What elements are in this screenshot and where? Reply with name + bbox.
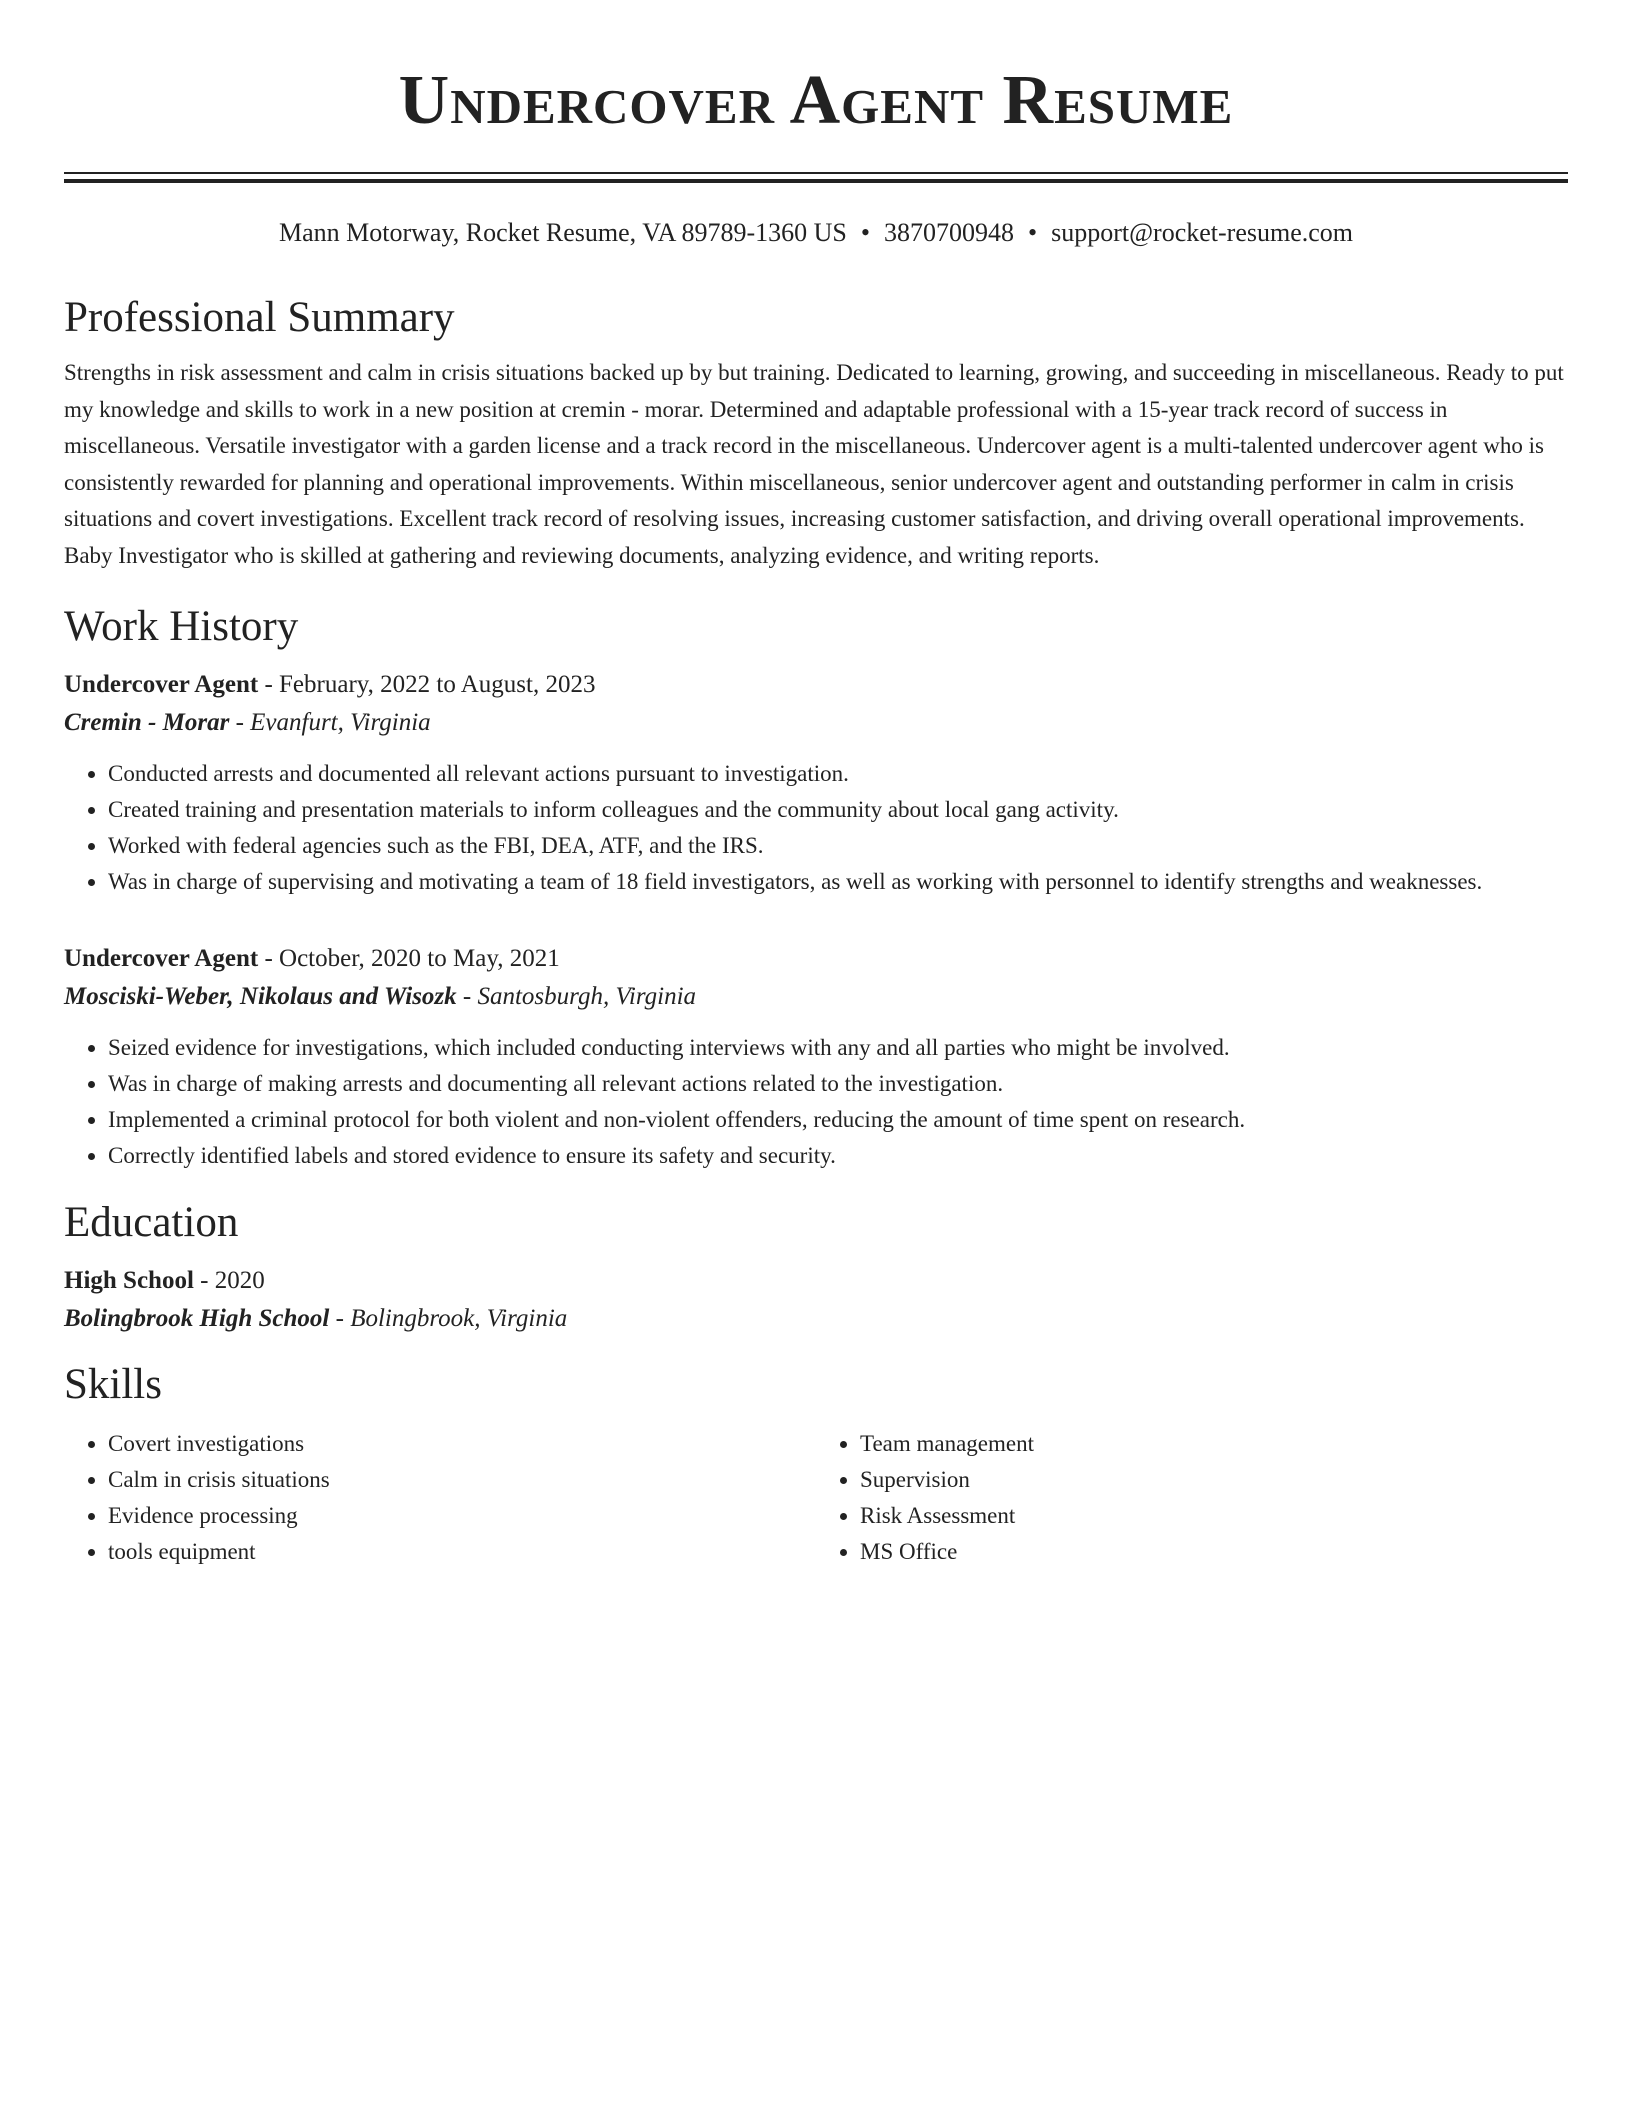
job-entry xyxy=(64,666,1568,900)
contact-separator: • xyxy=(1027,218,1038,247)
work-history-heading: Work History xyxy=(64,603,299,650)
skill-item: • Covert investigations xyxy=(108,1426,816,1462)
education-heading: Education xyxy=(64,1199,239,1246)
job-duty: • Seized evidence for investigations, which included conducting interviews with any and all parties who might be involved. xyxy=(108,1030,1568,1066)
job-dates: October, 2020 to May, 2021 xyxy=(279,945,560,972)
education-school: Bolingbrook High School xyxy=(64,1305,330,1332)
job-duty: • Conducted arrests and documented all relevant actions pursuant to investigation. xyxy=(108,756,1568,792)
job-title: Undercover Agent xyxy=(64,945,259,972)
job-location: Evanfurt, Virginia xyxy=(250,709,431,736)
job-entry xyxy=(64,940,1568,1174)
contact-phone: 3870700948 xyxy=(883,218,1014,247)
job-duties xyxy=(64,1030,1568,1174)
education-location: Bolingbrook, Virginia xyxy=(350,1305,568,1332)
job-dash: - xyxy=(258,945,280,972)
job-dash: - xyxy=(258,671,280,698)
job-duty: • Correctly identified labels and stored evidence to ensure its safety and security. xyxy=(108,1138,1568,1174)
skills-heading: Skills xyxy=(64,1361,162,1408)
skill-item: • tools equipment xyxy=(108,1534,816,1570)
resume-title: Undercover Agent Resume xyxy=(398,62,1234,139)
skill-item: • Risk Assessment xyxy=(860,1498,1568,1534)
job-title-line xyxy=(64,666,1568,704)
education-dash: - xyxy=(329,1305,351,1332)
skill-item: • Supervision xyxy=(860,1462,1568,1498)
job-location: Santosburgh, Virginia xyxy=(477,983,697,1010)
summary-heading: Professional Summary xyxy=(64,294,455,341)
skills-column-left xyxy=(64,1426,816,1570)
job-title-line xyxy=(64,940,1568,978)
job-title: Undercover Agent xyxy=(64,671,259,698)
job-company-line xyxy=(64,978,1568,1016)
contact-line xyxy=(64,215,1568,251)
job-company-line xyxy=(64,704,1568,742)
job-company: Mosciski-Weber, Nikolaus and Wisozk xyxy=(64,983,457,1010)
skills-list xyxy=(64,1426,1568,1570)
contact-address: Mann Motorway, Rocket Resume, VA 89789-1360 US xyxy=(278,218,847,247)
job-dates: February, 2022 to August, 2023 xyxy=(279,671,596,698)
education-degree-line xyxy=(64,1262,1568,1300)
job-duty: • Implemented a criminal protocol for both violent and non-violent offenders, reducing the amount of time spent on research. xyxy=(108,1102,1568,1138)
skill-item: • Evidence processing xyxy=(108,1498,816,1534)
job-duty: • Worked with federal agencies such as the FBI, DEA, ATF, and the IRS. xyxy=(108,828,1568,864)
education-school-line xyxy=(64,1300,1568,1338)
title-divider xyxy=(64,172,1568,183)
contact-email: support@rocket-resume.com xyxy=(1051,218,1354,247)
job-company: Cremin - Morar xyxy=(64,709,230,736)
contact-separator: • xyxy=(860,218,870,247)
job-dash: - xyxy=(456,983,478,1010)
job-dash: - xyxy=(229,709,251,736)
skills-column-right xyxy=(816,1426,1568,1570)
job-duty: • Was in charge of making arrests and documenting all relevant actions related to the investigation. xyxy=(108,1066,1568,1102)
job-duty: • Created training and presentation materials to inform colleagues and the community about local gang activity. xyxy=(108,792,1568,828)
skill-item: • Team management xyxy=(860,1426,1568,1462)
skill-item: • MS Office xyxy=(860,1534,1568,1570)
job-duty: • Was in charge of supervising and motivating a team of 18 field investigators, as well as working with personnel to identify strengths and weaknesses. xyxy=(108,864,1568,900)
skill-item: • Calm in crisis situations xyxy=(108,1462,816,1498)
education-degree: High School xyxy=(64,1267,194,1294)
summary-text: Strengths in risk assessment and calm in crisis situations backed up by but training. Dedicated to learning, growing, and succeeding in miscellaneous. Ready to put my knowledge and skills to work in a new position at cremin - morar. Determined and adaptable professional with a 15-year track record of success in miscellaneous. Versatile investigator with a garden license and a track record in the miscellaneous. Undercover agent is a multi-talented undercover agent who is consistently rewarded for planning and operational improvements. Within miscellaneous, senior undercover agent and outstanding performer in calm in crisis situations and covert investigations. Excellent track record of resolving issues, increasing customer satisfaction, and driving overall operational improvements. Baby Investigator who is skilled at gathering and reviewing documents, analyzing evidence, and writing reports. xyxy=(64,360,1564,568)
education-year: 2020 xyxy=(214,1267,265,1294)
job-duties xyxy=(64,756,1568,900)
education-dash: - xyxy=(193,1267,215,1294)
